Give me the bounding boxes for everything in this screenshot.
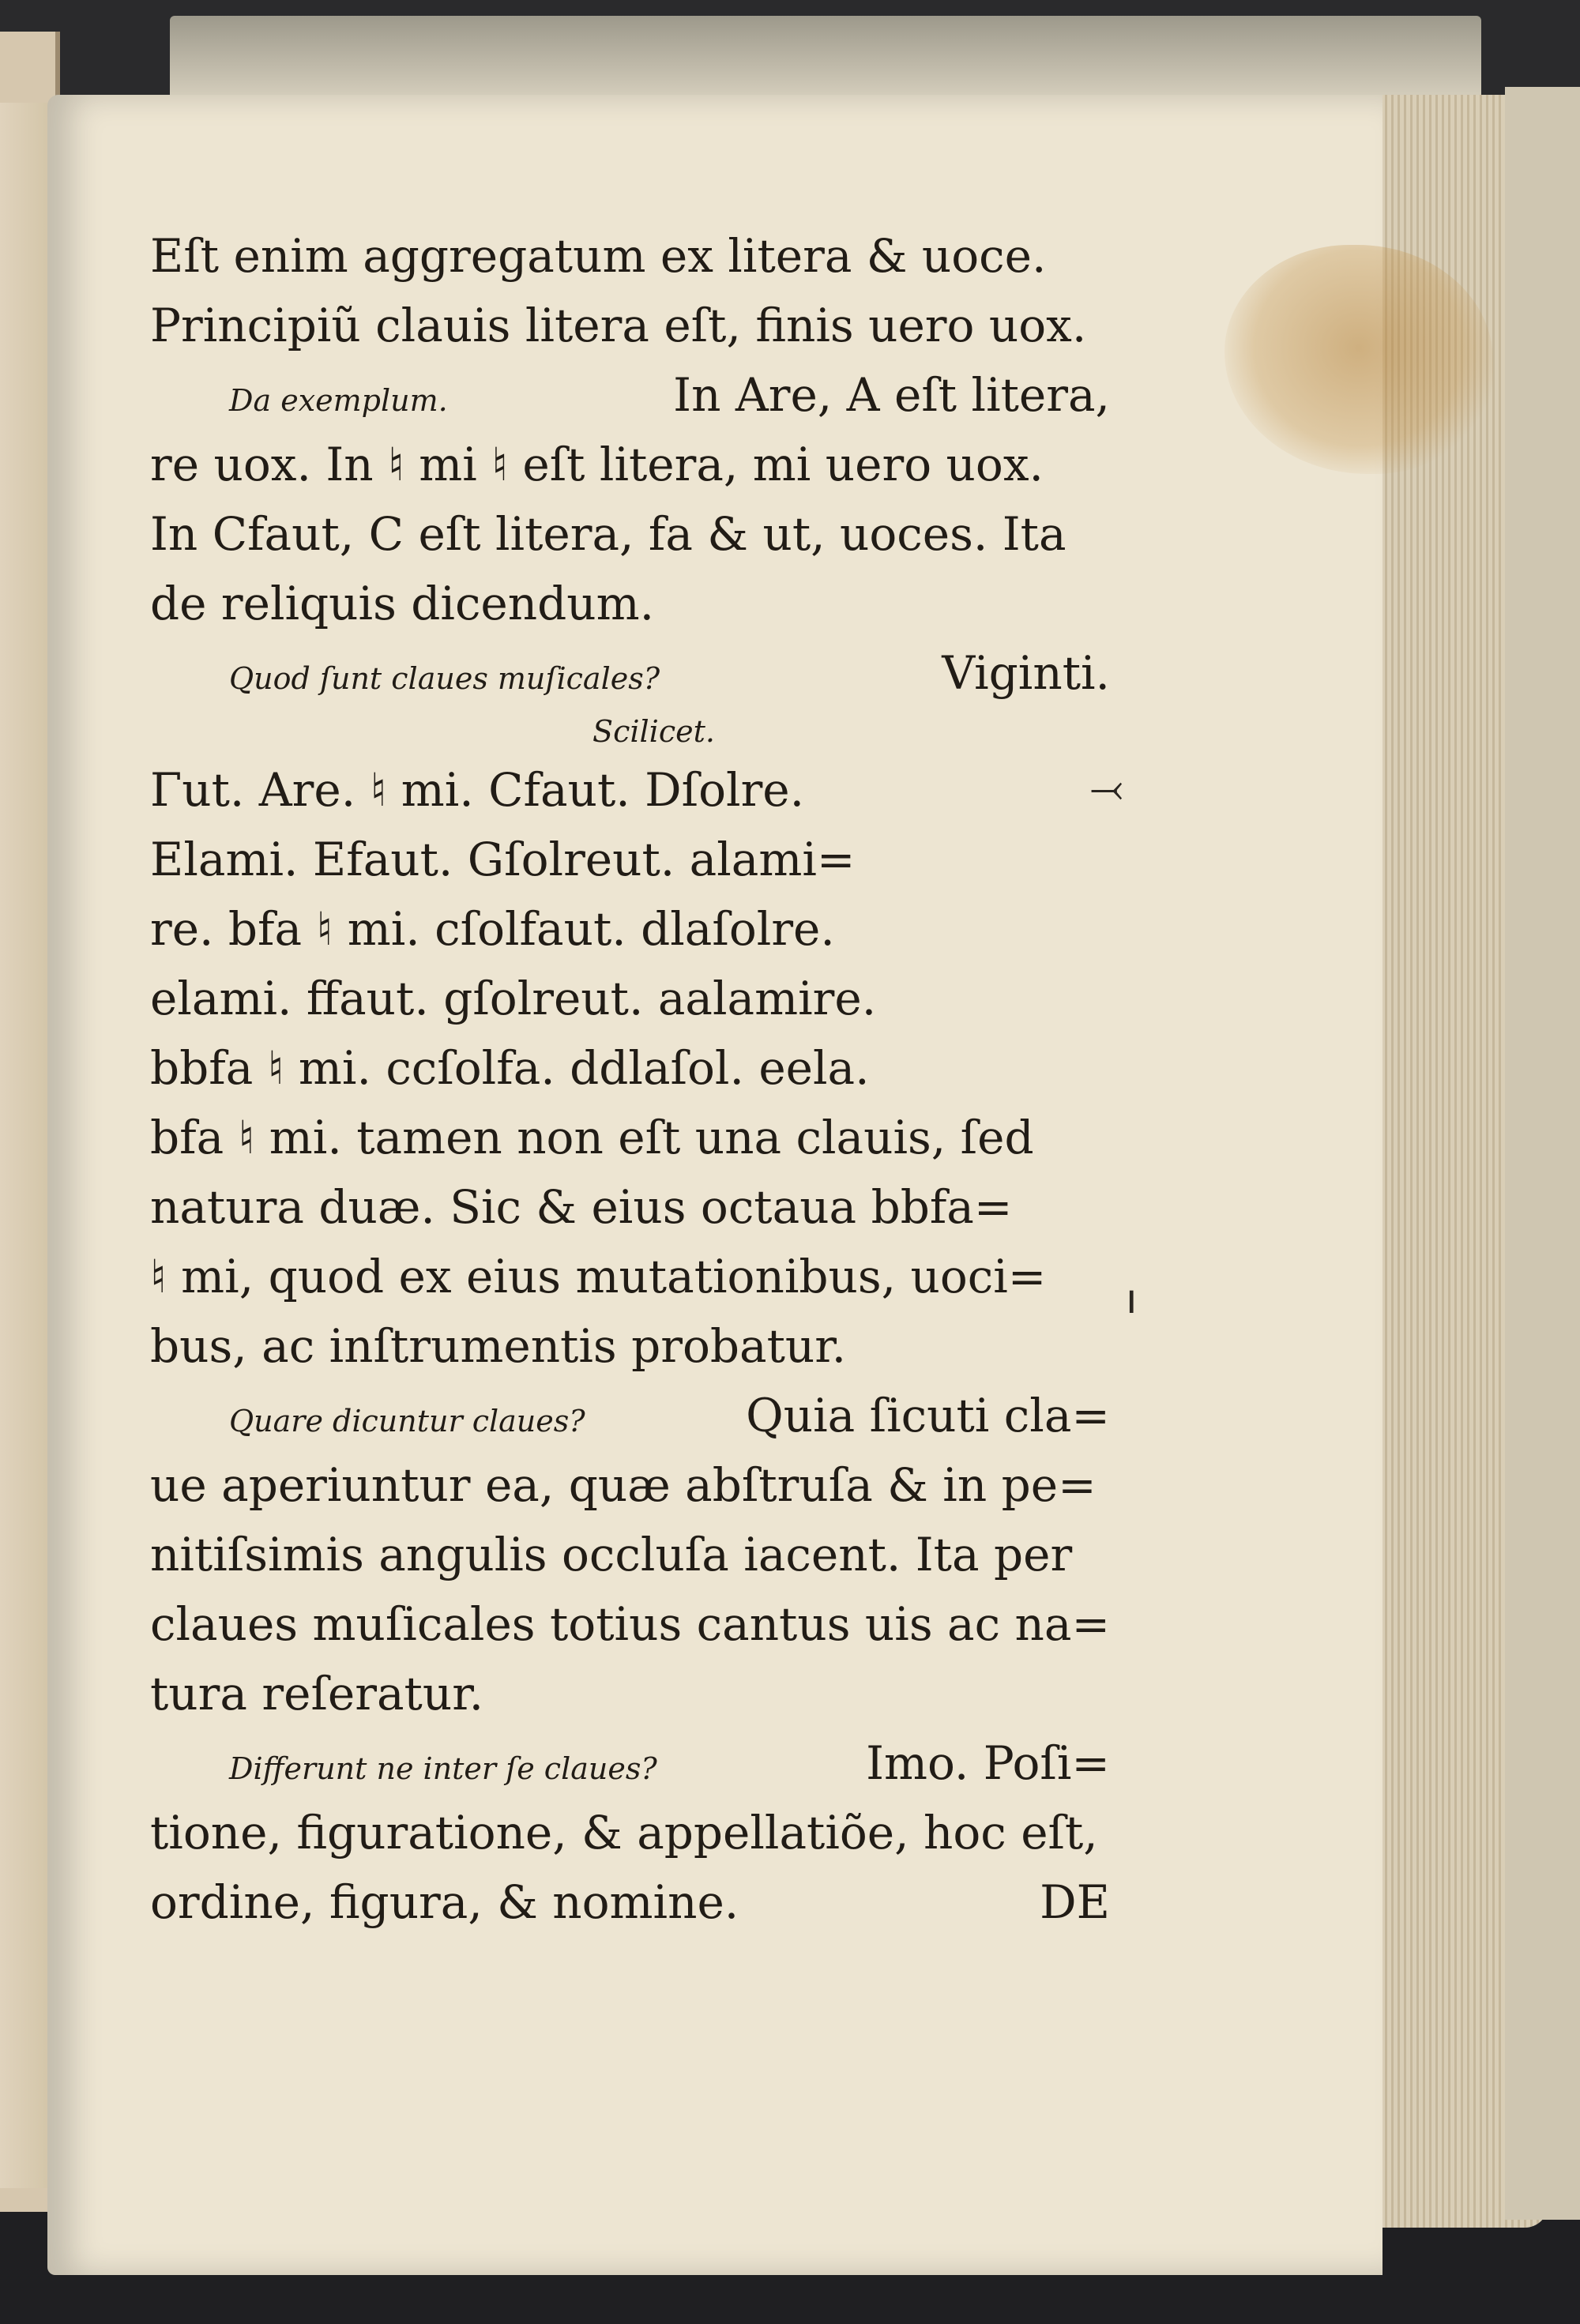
text-line: re uox. In ♮ mi ♮ eſt litera, mi uero uox.: [150, 438, 1044, 491]
answer: Quia ſicuti cla=: [746, 1389, 1110, 1442]
water-stain: [1224, 245, 1493, 474]
book-top-edge: [170, 16, 1481, 103]
page-text: [150, 221, 1110, 1937]
text-line: ordine, figura, & nomine. DE: [150, 1867, 1110, 1937]
text-line: elami. ffaut. gſolreut. aalamire.: [150, 972, 877, 1025]
text-line: ♮ mi, quod ex eius mutationibus, uoci=: [150, 1250, 1047, 1303]
text-line: re. bfa ♮ mi. cſolfaut. dlaſolre.: [150, 902, 835, 956]
text-line: bbfa ♮ mi. ccſolfa. ddlaſol. eela.: [150, 1041, 870, 1095]
text-line: tione, figuratione, & appellatiõe, hoc eſt,: [150, 1806, 1098, 1860]
qa-line: [150, 638, 1110, 708]
text-line: Principiũ clauis litera eſt, finis uero uox.: [150, 299, 1087, 352]
answer: In Are, A eſt litera,: [673, 368, 1110, 422]
right-cover-board: [1505, 87, 1580, 2220]
catchword: DE: [1040, 1875, 1110, 1929]
text-line: claues muſicales totius cantus uis ac na=: [150, 1597, 1111, 1651]
margin-tick-icon: ı: [1126, 1276, 1138, 1323]
question: Quare dicuntur claues?: [229, 1404, 585, 1438]
text-line: nitiſsimis angulis occluſa iacent. Ita per: [150, 1528, 1073, 1581]
text-line: bfa ♮ mi. tamen non eſt una clauis, ſed: [150, 1111, 1034, 1164]
text-line: Elami. Efaut. Gſolreut. alami=: [150, 833, 856, 886]
answer: Imo. Poſi=: [866, 1736, 1110, 1790]
qa-line: [150, 1381, 1110, 1450]
text-line: In Cfaut, C eſt litera, fa & ut, uoces. Ita: [150, 507, 1066, 561]
question: Differunt ne inter ſe claues?: [229, 1751, 657, 1786]
text-line: tura reſeratur.: [150, 1667, 484, 1720]
text-line: Γut. Are. ♮ mi. Cfaut. Dſolre.: [150, 763, 805, 817]
subheading: Scilicet.: [592, 714, 715, 749]
question: Da exemplum.: [229, 383, 448, 418]
margin-mark-icon: ⤙: [1090, 765, 1123, 812]
qa-line: [150, 1728, 1110, 1798]
text-line: Eſt enim aggregatum ex litera & uoce.: [150, 229, 1047, 283]
question: Quod ſunt claues muſicales?: [229, 661, 660, 696]
text-line: natura duæ. Sic & eius octaua bbfa=: [150, 1180, 1013, 1234]
text-line: bus, ac inſtrumentis probatur.: [150, 1319, 847, 1373]
text-line: ue aperiuntur ea, quæ abſtruſa & in pe=: [150, 1458, 1097, 1512]
answer: Viginti.: [942, 646, 1110, 700]
text-line: de reliquis dicendum.: [150, 577, 655, 630]
qa-line: [150, 360, 1110, 430]
